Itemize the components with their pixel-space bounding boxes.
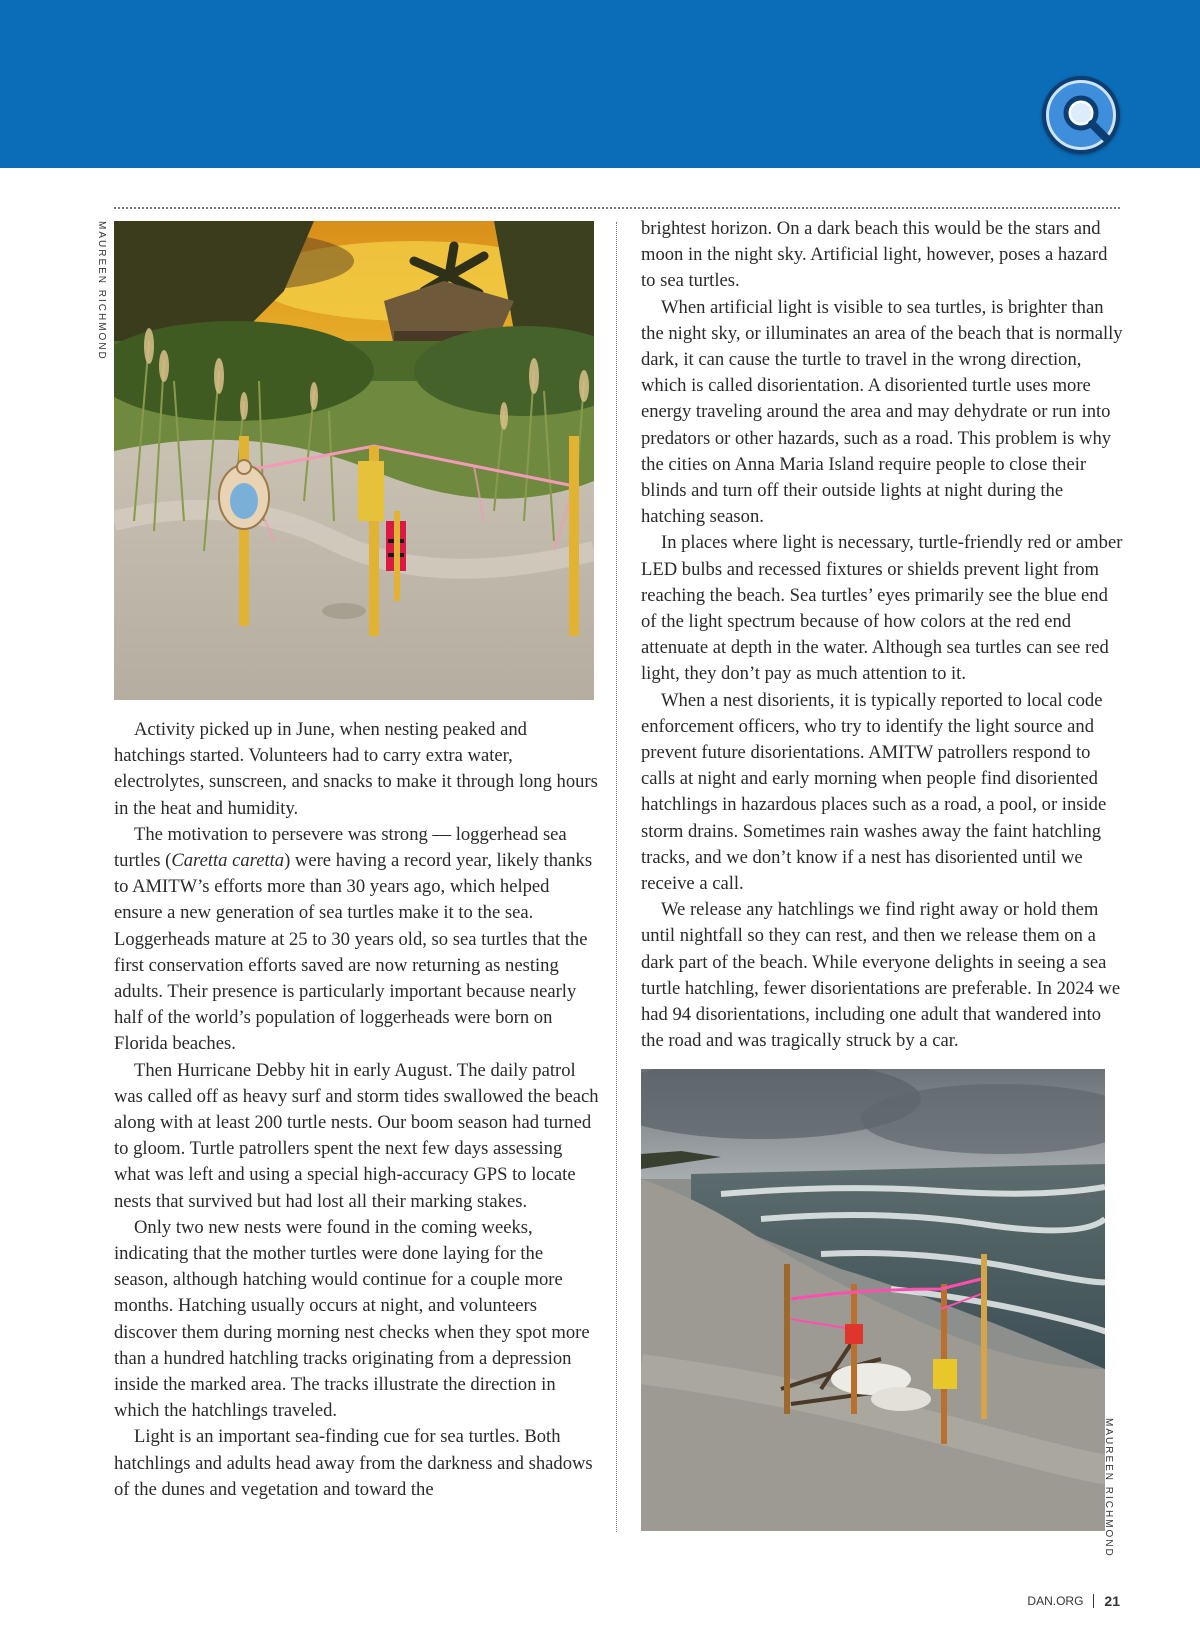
paragraph: We release any hatchlings we find right away or hold them until nightfall so they can rest, and then we release them on a dark part of the beach. While everyone delights in seeing a sea turtle hatchling, fewer disorientations are preferable. In 2024 we had 94 disorientations, including one adult that wandered into the road and was tragically struck by a car.: [641, 899, 1121, 1052]
page-number: 21: [1104, 1593, 1120, 1609]
species-name: Caretta caretta: [171, 850, 285, 872]
paragraph: [114, 822, 600, 1058]
paragraph-text: ) were having a record year, likely thanks to AMITW’s efforts more than 30 years ago, which helped ensure a new generation of sea turtles make it to the sea. Loggerheads mature at 25 to 30 years old, so sea turtles that the first conservation efforts saved are now returning as nesting adults. Their presence is particularly important because nearly half of the world’s population of loggerheads were born on Florida beaches.: [114, 850, 593, 1055]
column-divider: [616, 222, 617, 1532]
footer-divider: [1093, 1594, 1094, 1608]
header-band: [0, 0, 1200, 168]
page-footer: [1027, 1593, 1120, 1609]
magnifier-icon: [1059, 91, 1115, 147]
article-column-right: [641, 216, 1123, 1055]
paragraph: Activity picked up in June, when nesting peaked and hatchings started. Volunteers had to carry extra water, electrolytes, sunscreen, and snacks to make it through long hours in the heat and humidity.: [114, 719, 598, 819]
photo-credit-bottom: MAUREEN RICHMOND: [1103, 1418, 1114, 1558]
paragraph: When a nest disorients, it is typically reported to local code enforcement officers, who try to identify the light source and prevent future disorientations. AMITW patrollers respond to calls at night and early morning when people find disoriented hatchlings in hazardous places such as a road, a pool, or inside storm drains. Sometimes rain washes away the faint hatchling tracks, and we don’t know if a nest has disoriented until we receive a call.: [641, 689, 1107, 895]
paragraph: Light is an important sea-finding cue for sea turtles. Both hatchlings and adults head away from the darkness and shadows of the dunes and vegetation and toward the: [114, 1426, 593, 1500]
photo-storm-nest: [641, 1069, 1105, 1531]
paragraph-text: The motivation to persevere was strong — loggerhead sea turtles (: [114, 823, 567, 872]
footer-site: DAN.ORG: [1027, 1594, 1084, 1608]
top-dotted-rule: [114, 207, 1120, 209]
paragraph: In places where light is necessary, turtle-friendly red or amber LED bulbs and recessed fixtures or shields prevent light from reaching the beach. Sea turtles’ eyes primarily see the blue end of the light spectrum because of how colors at the red end attenuate at depth in the water. Although sea turtles can see red light, they don’t pay as much attention to it.: [641, 532, 1123, 685]
paragraph: When artificial light is visible to sea turtles, is brighter than the night sky, or illuminates an area of the beach that is normally dark, it can cause the turtle to travel in the wrong direction, which is called disorientation. A disoriented turtle uses more energy traveling around the area and may dehydrate or run into predators or other hazards, such as a road. This problem is why the cities on Anna Maria Island require people to close their blinds and turn off their outside lights at night during the hatching season.: [641, 296, 1123, 528]
search-button[interactable]: [1042, 76, 1120, 154]
photo-nest-dunes: [114, 221, 594, 700]
paragraph: Then Hurricane Debby hit in early August. The daily patrol was called off as heavy surf and storm tides swallowed the beach along with at least 200 turtle nests. Our boom season had turned to gloom. Turtle patrollers spent the next few days assessing what was left and using a special high-accuracy GPS to locate nests that survived but had lost all their marking stakes.: [114, 1059, 599, 1212]
paragraph: brightest horizon. On a dark beach this would be the stars and moon in the night sky. Artificial light, however, poses a hazard to sea turtles.: [641, 218, 1108, 292]
paragraph: Only two new nests were found in the coming weeks, indicating that the mother turtles were done laying for the season, although hatching would continue for a couple more months. Hatching usually occurs at night, and volunteers discover them during morning nest checks when they spot more than a hundred hatchling tracks originating from a depression inside the marked area. The tracks illustrate the direction in which the hatchlings traveled.: [114, 1216, 590, 1422]
photo-credit-top: MAUREEN RICHMOND: [96, 221, 107, 361]
article-column-left: [114, 717, 600, 1503]
